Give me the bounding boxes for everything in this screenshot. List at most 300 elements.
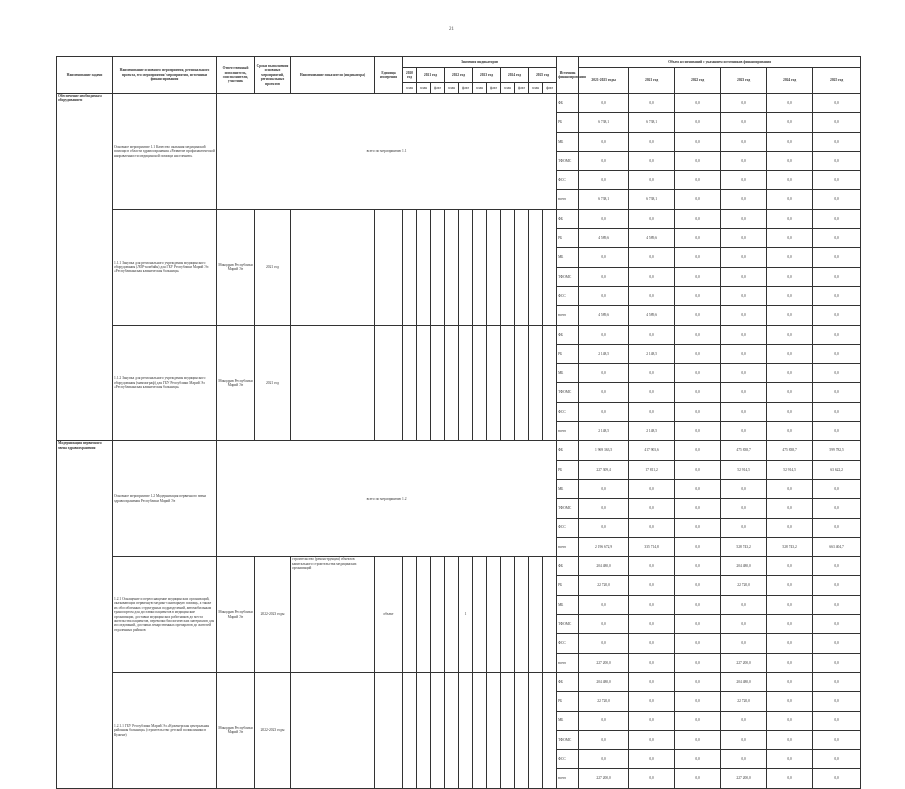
header-unit: Единица измерения: [375, 57, 403, 94]
amount-cell: 0,0: [813, 653, 861, 672]
amount-cell: 0,0: [721, 422, 767, 441]
amount-cell: 0,0: [629, 711, 675, 730]
amount-cell: 0,0: [813, 615, 861, 634]
amount-cell: 204 480,0: [721, 557, 767, 576]
amount-cell: 0,0: [675, 383, 721, 402]
source-cell: РБ: [557, 460, 579, 479]
header-deadline: Сроки выполнения основных мероприятий, региональных проектов: [255, 57, 291, 94]
indicator-cell: [515, 209, 529, 325]
amount-cell: 0,0: [813, 750, 861, 769]
amount-cell: 2 148,5: [629, 344, 675, 363]
source-cell: МБ: [557, 711, 579, 730]
amount-cell: 0,0: [675, 441, 721, 460]
amount-cell: 0,0: [675, 769, 721, 788]
amount-cell: 0,0: [721, 151, 767, 170]
amount-cell: 0,0: [629, 499, 675, 518]
page-number: 21: [449, 27, 454, 32]
amount-cell: 2 196 672,9: [579, 537, 629, 556]
amount-cell: 52 914,5: [767, 460, 813, 479]
source-cell: ФБ: [557, 441, 579, 460]
amount-cell: 0,0: [813, 364, 861, 383]
amount-cell: 0,0: [813, 171, 861, 190]
amount-cell: 0,0: [675, 518, 721, 537]
amount-cell: 0,0: [629, 750, 675, 769]
program-table: [56, 56, 861, 789]
indicator-cell: [515, 557, 529, 673]
source-cell: РБ: [557, 229, 579, 248]
source-cell: ФСС: [557, 171, 579, 190]
amount-cell: 22 720,0: [721, 692, 767, 711]
amount-cell: 0,0: [813, 557, 861, 576]
source-cell: МБ: [557, 132, 579, 151]
indicator-cell: [445, 557, 459, 673]
header-task: Наименование задачи: [57, 57, 113, 94]
unit-cell: [375, 325, 403, 441]
source-cell: ФБ: [557, 94, 579, 113]
amount-cell: 0,0: [813, 190, 861, 209]
amount-cell: 2 148,5: [629, 422, 675, 441]
amount-cell: 0,0: [767, 325, 813, 344]
amount-cell: 0,0: [579, 209, 629, 228]
amount-cell: 0,0: [579, 94, 629, 113]
indicator-cell: [403, 557, 417, 673]
source-cell: МБ: [557, 479, 579, 498]
amount-cell: 0,0: [675, 402, 721, 421]
amount-cell: 0,0: [579, 267, 629, 286]
amount-cell: 0,0: [629, 171, 675, 190]
indicator-cell: [431, 557, 445, 673]
amount-cell: 4 589,6: [579, 229, 629, 248]
amount-cell: 0,0: [675, 325, 721, 344]
amount-cell: 0,0: [675, 209, 721, 228]
source-cell: МБ: [557, 595, 579, 614]
amount-cell: 0,0: [675, 576, 721, 595]
amount-cell: 0,0: [721, 750, 767, 769]
source-cell: всего: [557, 537, 579, 556]
indicator-cell: [431, 325, 445, 441]
unit-cell: объект: [375, 557, 403, 673]
header-year: 2021 год: [417, 68, 445, 83]
measure-cell: Основное мероприятие 1.1 Качество оказания медицинской помощи в области здравоохранения «Развитие профилактической направленности медицинской помощи населению»: [113, 94, 217, 210]
amount-cell: 0,0: [813, 711, 861, 730]
amount-cell: 0,0: [629, 402, 675, 421]
amount-cell: 0,0: [721, 132, 767, 151]
measure-cell: 1.2.1.1 ГБУ Республики Марий Эл «Куженерская центральная районная больница» (строительство детской поликлиники в Кужене): [113, 672, 217, 788]
amount-cell: 0,0: [767, 229, 813, 248]
source-cell: ТФОМС: [557, 615, 579, 634]
source-cell: РБ: [557, 692, 579, 711]
amount-cell: 0,0: [767, 364, 813, 383]
amount-cell: 0,0: [675, 499, 721, 518]
deadline-cell: 2021 год: [255, 209, 291, 325]
amount-cell: 0,0: [767, 479, 813, 498]
indicator-cell: [543, 209, 557, 325]
amount-cell: 0,0: [813, 344, 861, 363]
source-cell: ФБ: [557, 557, 579, 576]
amount-cell: 0,0: [767, 132, 813, 151]
indicator-cell: [459, 672, 473, 788]
indicator-cell: [417, 325, 431, 441]
indicator-cell: [543, 672, 557, 788]
amount-cell: 0,0: [629, 267, 675, 286]
header-plan-fact: план: [417, 83, 431, 94]
amount-cell: 0,0: [813, 286, 861, 305]
amount-cell: 0,0: [675, 248, 721, 267]
amount-cell: 0,0: [579, 171, 629, 190]
amount-cell: 0,0: [813, 94, 861, 113]
amount-cell: 0,0: [675, 750, 721, 769]
amount-cell: 0,0: [767, 499, 813, 518]
amount-cell: 0,0: [813, 730, 861, 749]
amount-cell: 0,0: [629, 132, 675, 151]
amount-cell: 335 714,8: [629, 537, 675, 556]
amount-cell: 0,0: [579, 750, 629, 769]
amount-cell: 0,0: [767, 344, 813, 363]
amount-cell: 0,0: [721, 113, 767, 132]
amount-cell: 0,0: [579, 248, 629, 267]
amount-cell: 0,0: [767, 653, 813, 672]
source-cell: ТФОМС: [557, 383, 579, 402]
amount-cell: 0,0: [675, 190, 721, 209]
amount-cell: 0,0: [813, 209, 861, 228]
amount-cell: 0,0: [767, 557, 813, 576]
amount-cell: 0,0: [675, 653, 721, 672]
amount-cell: 0,0: [579, 383, 629, 402]
amount-cell: 52 914,5: [721, 460, 767, 479]
executor-cell: Минздрав Республики Марий Эл: [217, 672, 255, 788]
amount-cell: 0,0: [675, 306, 721, 325]
header-fin-year: 2024 год: [767, 68, 813, 94]
indicator-cell: [459, 325, 473, 441]
header-plan-fact: план: [403, 83, 417, 94]
amount-cell: 0,0: [629, 672, 675, 691]
amount-cell: 0,0: [767, 750, 813, 769]
source-cell: ФСС: [557, 750, 579, 769]
amount-cell: 0,0: [767, 267, 813, 286]
header-plan-fact: факт: [487, 83, 501, 94]
amount-cell: 0,0: [721, 209, 767, 228]
amount-cell: 0,0: [629, 94, 675, 113]
executor-cell: Минздрав Республики Марий Эл: [217, 325, 255, 441]
source-cell: всего: [557, 653, 579, 672]
amount-cell: 0,0: [675, 711, 721, 730]
deadline-cell: 2021 год: [255, 325, 291, 441]
amount-cell: 0,0: [767, 692, 813, 711]
amount-cell: 0,0: [767, 151, 813, 170]
amount-cell: 0,0: [721, 383, 767, 402]
amount-cell: 0,0: [767, 94, 813, 113]
amount-cell: 0,0: [721, 286, 767, 305]
amount-cell: 227 200,0: [721, 653, 767, 672]
indicator-cell: [445, 325, 459, 441]
header-year: 2024 год: [501, 68, 529, 83]
amount-cell: 0,0: [767, 595, 813, 614]
amount-cell: 0,0: [629, 479, 675, 498]
indicator-cell: [417, 557, 431, 673]
amount-cell: 0,0: [813, 325, 861, 344]
amount-cell: 0,0: [579, 499, 629, 518]
amount-cell: 1 969 363,5: [579, 441, 629, 460]
amount-cell: 0,0: [675, 113, 721, 132]
amount-cell: 0,0: [813, 692, 861, 711]
amount-cell: 0,0: [675, 692, 721, 711]
indicator-cell: [459, 209, 473, 325]
amount-cell: 227 200,0: [579, 769, 629, 788]
amount-cell: 2 148,5: [579, 422, 629, 441]
header-plan-fact: план: [501, 83, 515, 94]
amount-cell: 0,0: [675, 267, 721, 286]
amount-cell: 0,0: [629, 634, 675, 653]
unit-cell: [375, 672, 403, 788]
amount-cell: 0,0: [721, 364, 767, 383]
amount-cell: 0,0: [675, 595, 721, 614]
amount-cell: 0,0: [579, 286, 629, 305]
amount-cell: 0,0: [629, 286, 675, 305]
amount-cell: 0,0: [813, 132, 861, 151]
executor-cell: Минздрав Республики Марий Эл: [217, 209, 255, 325]
amount-cell: 0,0: [629, 383, 675, 402]
indicator-cell: [543, 325, 557, 441]
deadline-cell: 2022-2023 годы: [255, 557, 291, 673]
amount-cell: 0,0: [721, 730, 767, 749]
source-cell: всего: [557, 190, 579, 209]
amount-cell: 0,0: [813, 306, 861, 325]
source-cell: ФБ: [557, 325, 579, 344]
amount-cell: 0,0: [767, 209, 813, 228]
indicator-cell: [417, 209, 431, 325]
header-financing: Объем ассигнований с указанием источников финансирования: [579, 57, 861, 68]
amount-cell: 0,0: [767, 672, 813, 691]
amount-cell: 0,0: [721, 267, 767, 286]
amount-cell: 0,0: [629, 595, 675, 614]
indicator-cell: [473, 557, 487, 673]
amount-cell: 22 720,0: [721, 576, 767, 595]
amount-cell: 0,0: [721, 479, 767, 498]
indicator-cell: [473, 672, 487, 788]
amount-cell: 0,0: [767, 730, 813, 749]
amount-cell: 0,0: [767, 576, 813, 595]
amount-cell: 22 720,0: [579, 576, 629, 595]
amount-cell: 0,0: [721, 171, 767, 190]
header-plan-fact: план: [529, 83, 543, 94]
amount-cell: 0,0: [813, 595, 861, 614]
source-cell: всего: [557, 769, 579, 788]
indicator-cell: [501, 325, 515, 441]
amount-cell: 0,0: [721, 94, 767, 113]
source-cell: ФСС: [557, 286, 579, 305]
indicator-cell: [473, 209, 487, 325]
header-fin-year: 2021 год: [629, 68, 675, 94]
amount-cell: 0,0: [675, 634, 721, 653]
header-fin-year: 2025 год: [813, 68, 861, 94]
task-cell: Обеспечение необходимым оборудованием: [57, 94, 113, 441]
amount-cell: 0,0: [813, 634, 861, 653]
source-cell: ФБ: [557, 672, 579, 691]
amount-cell: 0,0: [629, 248, 675, 267]
indicator-cell: [431, 209, 445, 325]
amount-cell: 0,0: [629, 151, 675, 170]
header-fin-year: 2021-2025 годы: [579, 68, 629, 94]
amount-cell: 0,0: [675, 460, 721, 479]
amount-cell: 599 782,5: [813, 441, 861, 460]
source-cell: ФБ: [557, 209, 579, 228]
measure-cell: Основное мероприятие 1.2 Модернизация первичного звена здравоохранения Республики Марий Эл: [113, 441, 217, 557]
indicator-cell: [529, 325, 543, 441]
task-cell: Модернизация первичного звена здравоохранения: [57, 441, 113, 788]
amount-cell: 0,0: [767, 383, 813, 402]
amount-cell: 0,0: [721, 402, 767, 421]
amount-cell: 0,0: [767, 286, 813, 305]
header-fin-year: 2022 год: [675, 68, 721, 94]
amount-cell: 204 480,0: [579, 672, 629, 691]
header-year: 2022 год: [445, 68, 473, 83]
amount-cell: 4 589,6: [629, 229, 675, 248]
executor-cell: Минздрав Республики Марий Эл: [217, 557, 255, 673]
indicator-cell: [487, 557, 501, 673]
indicator-cell: [473, 325, 487, 441]
header-plan-fact: факт: [543, 83, 557, 94]
indicator-cell: [487, 325, 501, 441]
header-executor: Ответственный исполнитель, соисполнители, участник: [217, 57, 255, 94]
amount-cell: 0,0: [721, 595, 767, 614]
amount-cell: 17 811,2: [629, 460, 675, 479]
amount-cell: 6 738,1: [579, 190, 629, 209]
indicator-cell: [487, 209, 501, 325]
amount-cell: 0,0: [579, 711, 629, 730]
indicator-cell: [445, 672, 459, 788]
amount-cell: 0,0: [675, 286, 721, 305]
amount-cell: 0,0: [813, 229, 861, 248]
amount-cell: 0,0: [721, 634, 767, 653]
amount-cell: 204 480,0: [579, 557, 629, 576]
indicator-cell: [403, 672, 417, 788]
amount-cell: 0,0: [721, 615, 767, 634]
indicator-cell: [403, 325, 417, 441]
amount-cell: 0,0: [767, 113, 813, 132]
amount-cell: 6 738,1: [579, 113, 629, 132]
amount-cell: 0,0: [813, 402, 861, 421]
amount-cell: 0,0: [721, 711, 767, 730]
amount-cell: 0,0: [813, 499, 861, 518]
amount-cell: 475 838,7: [767, 441, 813, 460]
indicator-cell: [501, 557, 515, 673]
indicator-cell: [529, 557, 543, 673]
header-indicator: Наименование показателя (индикатора): [291, 57, 375, 94]
amount-cell: 0,0: [813, 383, 861, 402]
amount-cell: 0,0: [813, 576, 861, 595]
source-cell: РБ: [557, 344, 579, 363]
amount-cell: 0,0: [675, 557, 721, 576]
header-plan-fact: факт: [515, 83, 529, 94]
indicator-cell: [403, 209, 417, 325]
header-year: 2025 год: [529, 68, 557, 83]
amount-cell: 0,0: [675, 344, 721, 363]
indicator-cell: [529, 672, 543, 788]
header-indicators: Значения индикаторов: [403, 57, 557, 68]
amount-cell: 0,0: [579, 364, 629, 383]
header-plan-fact: план: [445, 83, 459, 94]
amount-cell: 0,0: [629, 518, 675, 537]
amount-cell: 0,0: [629, 615, 675, 634]
amount-cell: 528 743,2: [767, 537, 813, 556]
header-fin-year: 2023 год: [721, 68, 767, 94]
amount-cell: 475 838,7: [721, 441, 767, 460]
amount-cell: 0,0: [813, 248, 861, 267]
amount-cell: 0,0: [675, 151, 721, 170]
amount-cell: 0,0: [675, 615, 721, 634]
amount-cell: 0,0: [579, 325, 629, 344]
amount-cell: 0,0: [721, 325, 767, 344]
amount-cell: 0,0: [767, 711, 813, 730]
header-plan-fact: план: [473, 83, 487, 94]
source-cell: всего: [557, 306, 579, 325]
amount-cell: 0,0: [675, 422, 721, 441]
indicator-cell: [501, 209, 515, 325]
amount-cell: 0,0: [629, 576, 675, 595]
indicator-name-cell: [291, 209, 375, 325]
amount-cell: 0,0: [579, 518, 629, 537]
amount-cell: 0,0: [579, 595, 629, 614]
indicator-name-cell: строительство (реконструкция) объектов капитального строительства медицинских организаций: [291, 557, 375, 673]
amount-cell: 0,0: [767, 171, 813, 190]
amount-cell: 227 309,4: [579, 460, 629, 479]
amount-cell: 0,0: [813, 769, 861, 788]
amount-cell: 0,0: [721, 344, 767, 363]
amount-cell: 0,0: [579, 132, 629, 151]
amount-cell: 0,0: [579, 730, 629, 749]
amount-cell: 0,0: [721, 229, 767, 248]
source-cell: ФСС: [557, 402, 579, 421]
measure-cell: 1.2.1 Оснащение и переоснащение медицинских организаций, оказывающих первичную медико-санитарную помощь, а также их обособленных структурных подразделений, автомобильным транспортом для доставки пациентов в медицинские организации, доставки медицинских работников до места жительства пациентов, перевозки биологических материалов для исследований, доставки лекарственных препаратов до жителей отдаленных районов: [113, 557, 217, 673]
amount-cell: 0,0: [767, 769, 813, 788]
merged-summary: всего по мероприятию 1.2: [217, 441, 557, 557]
amount-cell: 0,0: [767, 402, 813, 421]
amount-cell: 0,0: [629, 769, 675, 788]
indicator-cell: [529, 209, 543, 325]
indicator-cell: [515, 325, 529, 441]
amount-cell: 0,0: [579, 634, 629, 653]
merged-summary: всего по мероприятию 1.1: [217, 94, 557, 210]
amount-cell: 4 589,6: [629, 306, 675, 325]
amount-cell: 227 200,0: [579, 653, 629, 672]
amount-cell: 22 720,0: [579, 692, 629, 711]
amount-cell: 4 589,6: [579, 306, 629, 325]
amount-cell: 0,0: [579, 479, 629, 498]
source-cell: ТФОМС: [557, 730, 579, 749]
amount-cell: 528 743,2: [721, 537, 767, 556]
amount-cell: 0,0: [721, 306, 767, 325]
indicator-name-cell: [291, 672, 375, 788]
amount-cell: 6 738,1: [629, 113, 675, 132]
amount-cell: 0,0: [813, 267, 861, 286]
amount-cell: 0,0: [767, 248, 813, 267]
unit-cell: [375, 209, 403, 325]
amount-cell: 0,0: [629, 209, 675, 228]
indicator-cell: 1: [459, 557, 473, 673]
measure-cell: 1.1.1 Закупка для регионального учреждения медицинского оборудования (ЛОР-комбайн) для ГБУ Республики Марий Эл «Республиканская клиническая больница»: [113, 209, 217, 325]
amount-cell: 0,0: [675, 94, 721, 113]
source-cell: РБ: [557, 576, 579, 595]
source-cell: ТФОМС: [557, 151, 579, 170]
amount-cell: 0,0: [721, 190, 767, 209]
amount-cell: 0,0: [813, 479, 861, 498]
amount-cell: 0,0: [579, 402, 629, 421]
source-cell: РБ: [557, 113, 579, 132]
amount-cell: 0,0: [675, 229, 721, 248]
indicator-name-cell: [291, 325, 375, 441]
amount-cell: 0,0: [629, 364, 675, 383]
header-measure: Наименование основного мероприятия, регионального проекта, его мероприятия/ мероприятия, источники финансирования: [113, 57, 217, 94]
